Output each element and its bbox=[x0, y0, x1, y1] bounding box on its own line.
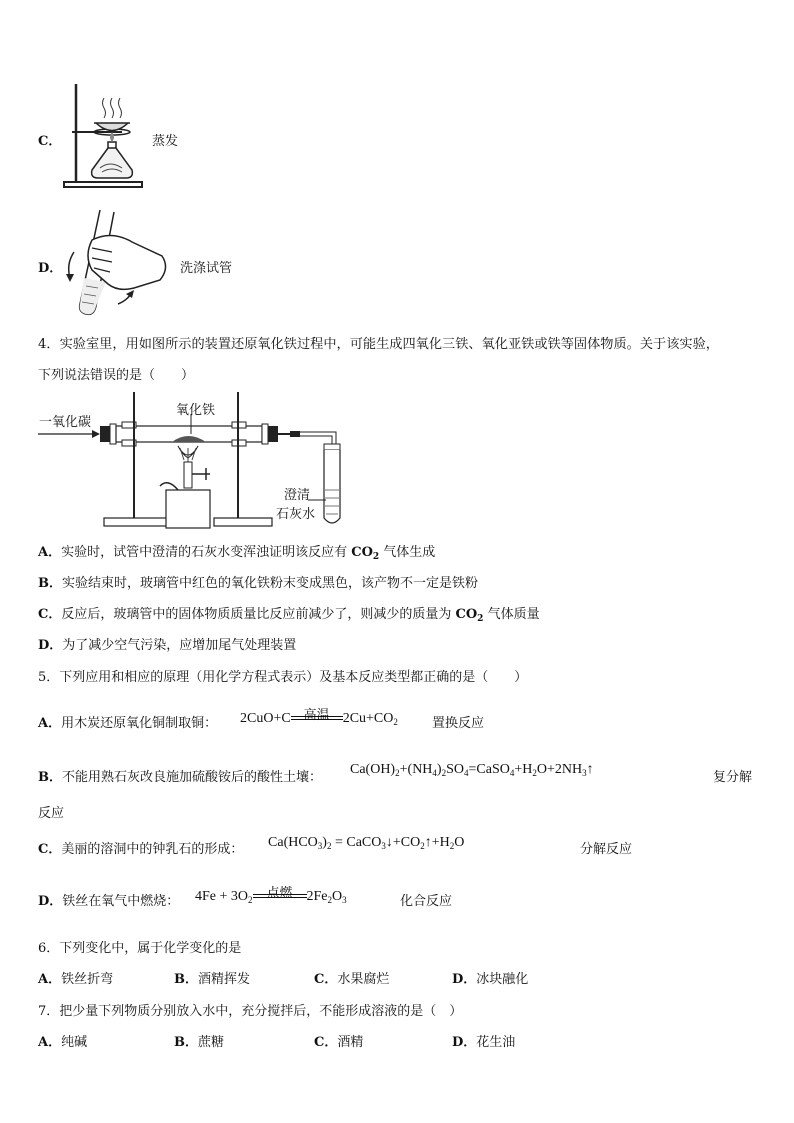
q5-option-d bbox=[38, 890, 179, 909]
q5-option-b bbox=[38, 766, 322, 785]
q5-option-c-text: 美丽的溶洞中的钟乳石的形成： bbox=[61, 842, 244, 857]
q5-option-d-letter: D． bbox=[38, 894, 63, 909]
q5-option-b-text: 不能用熟石灰改良施加硫酸铵后的酸性土壤： bbox=[62, 770, 323, 785]
q6-option-b: B．酒精挥发 bbox=[174, 972, 251, 987]
q5-option-a bbox=[38, 712, 217, 731]
q6-option-c: C．水果腐烂 bbox=[314, 972, 390, 987]
q4-option-c-post: 气体质量 bbox=[483, 607, 540, 622]
q5-option-a-text: 用木炭还原氧化铜制取铜： bbox=[61, 716, 218, 731]
iron-oxide-label: 氧化铁 bbox=[176, 403, 216, 418]
q4-option-a-pre: 实验时，试管中澄清的石灰水变浑浊证明该反应有 bbox=[61, 545, 352, 560]
q4-option-b bbox=[38, 572, 478, 591]
q5-option-c-letter: C． bbox=[38, 842, 62, 857]
limewater-label-1: 澄清 bbox=[284, 488, 311, 503]
q5-option-a-letter: A． bbox=[38, 716, 62, 731]
q7-stem: 7．把少量下列物质分别放入水中，充分搅拌后，不能形成溶液的是（ ） bbox=[38, 1004, 463, 1019]
q4-stem-line1: 4．实验室里，用如图所示的装置还原氧化铁过程中，可能生成四氧化三铁、氧化亚铁或铁等固体物质。关于该实验， bbox=[38, 337, 719, 352]
q6-stem: 6．下列变化中，属于化学变化的是 bbox=[38, 941, 242, 956]
q5-option-b-letter: B． bbox=[38, 770, 62, 785]
q4-option-b-letter: B． bbox=[38, 576, 62, 591]
q7-option-a: A．纯碱 bbox=[38, 1035, 88, 1050]
co-label: 一氧化碳 bbox=[39, 415, 92, 430]
q4-option-a-letter: A． bbox=[38, 545, 62, 560]
q5-stem: 5．下列应用和相应的原理（用化学方程式表示）及基本反应类型都正确的是（ ） bbox=[38, 670, 528, 685]
q5-option-a-equation: 2CuO+C 高温 $2Cu+CO_2$ bbox=[240, 711, 398, 727]
q4-option-c-pre: 反应后，玻璃管中的固体物质质量比反应前减少了，则减少的质量为 bbox=[61, 607, 456, 622]
q4-option-c: C．反应后，玻璃管中的固体物质质量比反应前减少了，则减少的质量为 $CO_2$ 气体质量 bbox=[38, 607, 540, 624]
q5-option-d-text: 铁丝在氧气中燃烧： bbox=[62, 894, 180, 909]
q5-option-c-type: 分解反应 bbox=[580, 842, 633, 857]
washing-test-tube-figure bbox=[62, 208, 172, 320]
evaporation-apparatus-figure bbox=[62, 82, 152, 192]
q7-option-c: C．酒精 bbox=[314, 1035, 364, 1050]
q3-option-d-letter: D． bbox=[38, 261, 63, 276]
q5-option-d-equation: $4Fe + 3O_2$ 点燃 $2Fe_2O_3$ bbox=[195, 889, 347, 905]
q5-option-d-type: 化合反应 bbox=[400, 894, 453, 909]
q4-option-d bbox=[38, 634, 296, 653]
q5-option-c bbox=[38, 838, 243, 857]
q7-option-d: D．花生油 bbox=[452, 1035, 516, 1050]
q5-option-c-equation: $Ca(HCO_3)_2$ = $CaCO_3↓+CO_2↑+H_2O$ bbox=[268, 835, 465, 851]
q5-option-a-condition: 高温 bbox=[303, 708, 330, 723]
q6-option-a: A．铁丝折弯 bbox=[38, 972, 114, 987]
q6-option-d: D．冰块融化 bbox=[452, 972, 529, 987]
q3-option-d-text: 洗涤试管 bbox=[180, 261, 233, 276]
q5-option-b-type: 复分解 bbox=[713, 770, 753, 785]
q4-stem-line2: 下列说法错误的是（ ） bbox=[38, 368, 195, 383]
q3-option-c-letter: C． bbox=[38, 134, 62, 149]
q4-option-a: A．实验时，试管中澄清的石灰水变浑浊证明该反应有 $CO_2$ 气体生成 bbox=[38, 545, 436, 562]
q5-option-b-equation: $Ca(OH)_2+(NH_4)_2SO_4=CaSO_4+H_2O+2NH_3↑$ bbox=[350, 762, 594, 778]
q7-option-b: B．蔗糖 bbox=[174, 1035, 225, 1050]
q5-option-a-type: 置换反应 bbox=[432, 716, 485, 731]
q5-option-b-type-cont: 反应 bbox=[38, 806, 65, 821]
limewater-label-2: 石灰水 bbox=[276, 507, 316, 522]
q4-option-d-letter: D． bbox=[38, 638, 63, 653]
q4-option-a-post: 气体生成 bbox=[379, 545, 436, 560]
q5-option-d-condition: 点燃 bbox=[266, 886, 293, 901]
q4-option-d-text: 为了减少空气污染，应增加尾气处理装置 bbox=[62, 638, 297, 653]
q4-option-c-letter: C． bbox=[38, 607, 62, 622]
q3-option-c-text: 蒸发 bbox=[152, 134, 179, 149]
q4-option-b-text: 实验结束时，玻璃管中红色的氧化铁粉末变成黑色，该产物不一定是铁粉 bbox=[62, 576, 479, 591]
